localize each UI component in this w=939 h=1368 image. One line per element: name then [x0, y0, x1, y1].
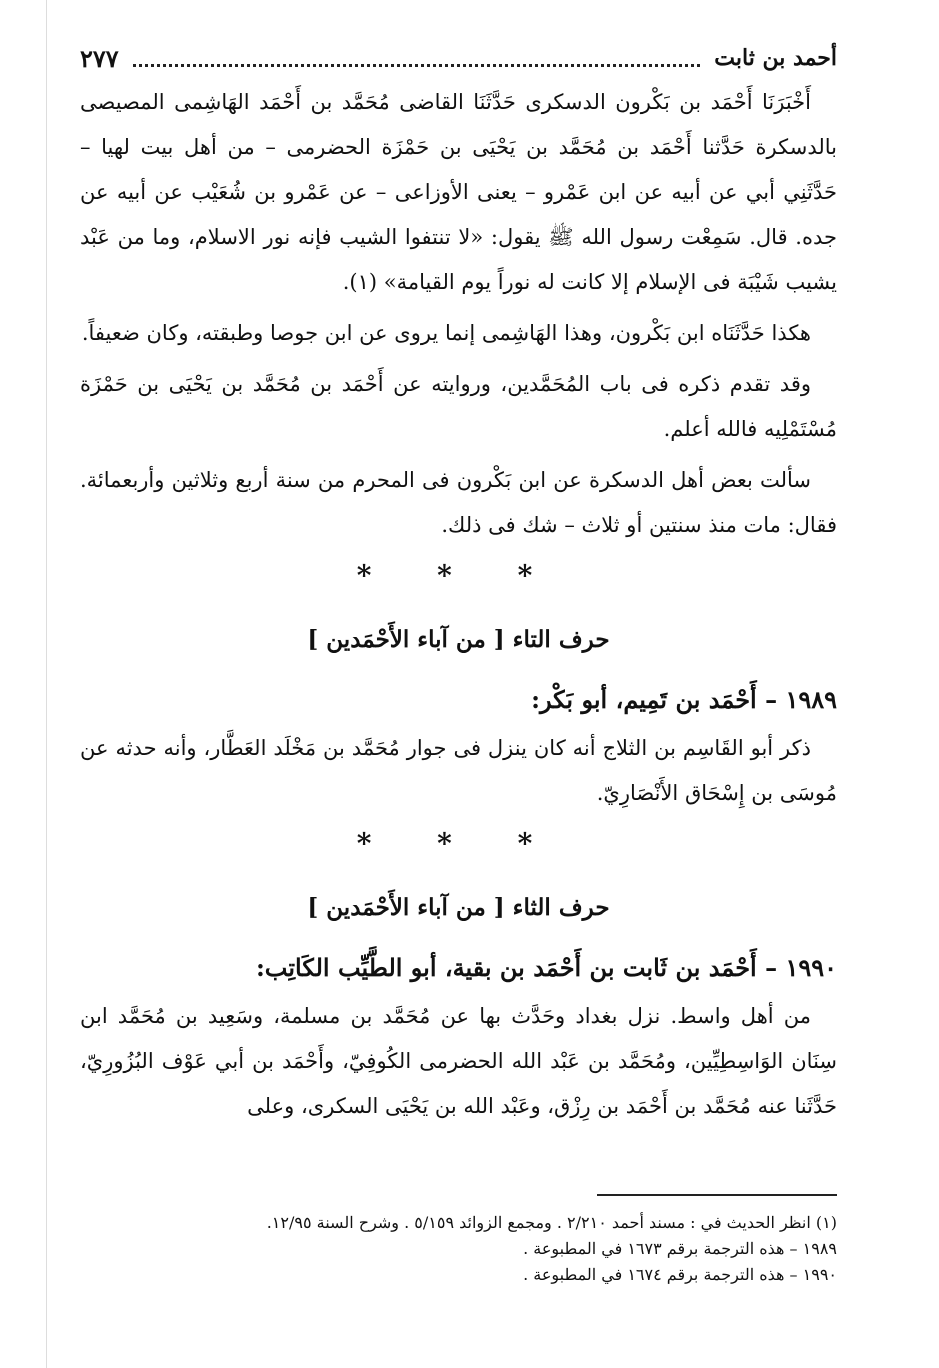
paragraph-note: هكذا حَدَّثَنَاه ابن بَكْرون، وهذا الهَاشِمى إنما يروى عن ابن جوصا وطبقته، وكان ضعيفاً.: [81, 321, 811, 345]
entry-text-1990: من أهل واسط. نزل بغداد وحَدَّث بها عن مُحَمَّد بن مسلمة، وسَعِيد بن مُحَمَّد ابن سِنَان الوَاسِطِيِّين، ومُحَمَّد بن عَبْد الله الحضرمى الكُوفِيّ، وأَحْمَد بن أبي عَوْف البُزُورِيّ، حَدَّثَنا عنه مُحَمَّد بن أَحْمَد بن رِزْق، وعَبْد الله بن يَحْيَى السكرى، وعلى: [80, 1004, 837, 1118]
footnote-1: (١) انظر الحديث في : مسند أحمد ٢/٢١٠ . ومجمع الزوائد ٥/١٥٩ . وشرح السنة ١٢/٩٥.: [266, 1213, 837, 1232]
footnote-2: ١٩٨٩ – هذه الترجمة برقم ١٦٧٣ في المطبوعة .: [523, 1239, 837, 1258]
entry-title-1989: ١٩٨٩ – أَحْمَد بن تَمِيم، أبو بَكْر:: [531, 685, 837, 714]
footnote-3: ١٩٩٠ – هذه الترجمة برقم ١٦٧٤ في المطبوعة .: [523, 1265, 837, 1284]
footnotes: [80, 1210, 837, 1288]
entry-title-1990: ١٩٩٠ – أَحْمَد بن ثَابت بن أَحْمَد بن بقية، أبو الطَّيِّب الكَاتِب:: [255, 953, 837, 982]
page-edge-line: [46, 0, 47, 1368]
chapter-heading-ta: حرف التاء [ من آباء الأَحْمَدين ]: [307, 626, 610, 653]
page-body: [80, 80, 837, 1129]
section-separator: * * *: [356, 559, 561, 592]
paragraph-reference: وقد تقدم ذكره فى باب المُحَمَّدين، وروايته عن أَحْمَد بن مُحَمَّد بن يَحْيَى بن حَمْزَة مُسْتَمْلِيه فالله أعلم.: [80, 372, 837, 441]
chapter-heading-tha: حرف الثاء [ من آباء الأَحْمَدين ]: [307, 894, 610, 921]
header-dot-leader: [133, 50, 701, 67]
paragraph-death-report: سألت بعض أهل الدسكرة عن ابن بَكْرون فى المحرم من سنة أربع وثلاثين وأربعمائة. فقال: مات منذ سنتين أو ثلاث – شك فى ذلك.: [80, 468, 837, 537]
section-separator: * * *: [356, 827, 561, 860]
page-header: [80, 38, 837, 78]
page-number: ٢٧٧: [80, 43, 119, 73]
paragraph-hadith: أَخْبَرَنَا أَحْمَد بن بَكْرون الدسكرى حَدَّثَنَا القاضى مُحَمَّد بن أَحْمَد الهَاشِمى المصيصى بالدسكرة حَدَّثنا أَحْمَد بن مُحَمَّد بن يَحْيَى بن حَمْزَة الحضرمى – من أهل بيت لهيا – حَدَّثَنِي أبي عن أبيه عن ابن عَمْرو – يعنى الأوزاعى – عن عَمْرو بن شُعَيْب عن أبيه عن جده. قال. سَمِعْت رسول الله ﷺ يقول: «لا تنتفوا الشيب فإنه نور الاسلام، وما من عَبْد يشيب شَيْبَة فى الإسلام إلا كانت له نوراً يوم القيامة» (١).: [80, 90, 837, 294]
running-title: أحمد بن ثابت: [714, 45, 837, 71]
footnote-divider: [597, 1194, 837, 1196]
entry-text-1989: ذكر أبو القَاسِم بن الثلاج أنه كان ينزل فى جوار مُحَمَّد بن مَخْلَد العَطَّار، وأنه حدثه عن مُوسَى بن إِسْحَاق الأَنْصَارِيّ.: [80, 736, 837, 805]
